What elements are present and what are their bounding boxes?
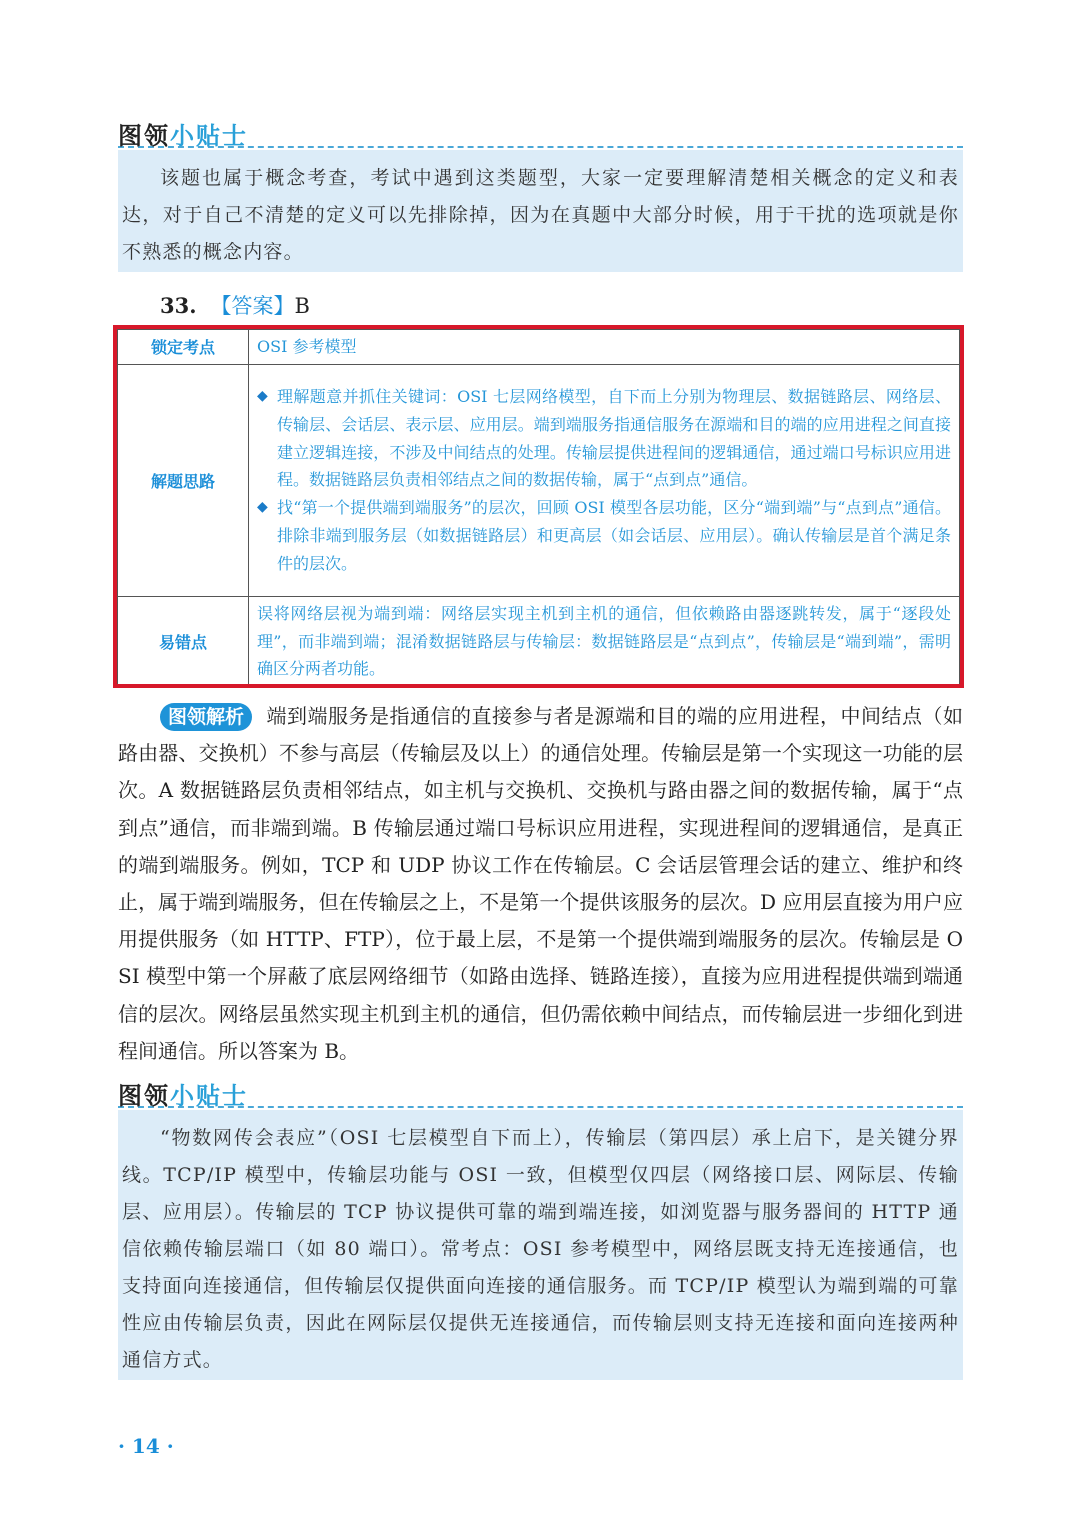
answer-letter: B	[294, 294, 310, 318]
row-label-approach: 解题思路	[118, 364, 249, 596]
question-header	[160, 290, 310, 320]
approach-bullet-text: 理解题意并抓住关键词：OSI 七层网络模型，自下而上分别为物理层、数据链路层、网络层、传输层、会话层、表示层、应用层。端到端服务指通信服务在源端和目的端的应用进程之间直接建立逻辑连接，不涉及中间结点的处理。传输层提供进程间的逻辑通信，通过端口号标识应用进程。数据链路层负责相邻结点之间的数据传输，属于“点到点”通信。	[277, 387, 951, 490]
tip-title-accent: 小贴士	[170, 122, 248, 150]
table-row	[118, 330, 960, 365]
page-number: · 14 ·	[118, 1434, 174, 1458]
tip-heading	[118, 1076, 963, 1108]
diamond-icon: ◆	[257, 388, 268, 404]
tip-title-accent: 小贴士	[170, 1082, 248, 1110]
question-number: 33.	[160, 293, 197, 318]
row-label-key-point: 锁定考点	[118, 330, 249, 365]
tip-heading	[118, 116, 963, 148]
approach-bullet	[257, 383, 951, 494]
row-label-pitfall: 易错点	[118, 596, 249, 686]
analysis-paragraph	[118, 698, 963, 1070]
answer-label: 【答案】	[210, 294, 295, 318]
table-row	[118, 364, 960, 596]
row-value-key-point: OSI 参考模型	[249, 330, 960, 365]
tip-text: 该题也属于概念考查，考试中遇到这类题型，大家一定要理解清楚相关概念的定义和表达，对于自己不清楚的定义可以先排除掉，因为在真题中大部分时候，用于干扰的选项就是你不熟悉的概念内容。	[122, 167, 959, 263]
approach-bullet	[257, 494, 951, 577]
tip-box	[118, 150, 963, 272]
row-value-approach	[249, 364, 960, 596]
table-row	[118, 596, 960, 686]
approach-bullet-text: 找“第一个提供端到端服务”的层次，回顾 OSI 模型各层功能，区分“端到端”与“点到点”通信。排除非端到服务层（如数据链路层）和更高层（如会话层、应用层）。确认传输层是首个满足条件的层次。	[277, 498, 951, 573]
tip-text: “物数网传会表应”（OSI 七层模型自下而上），传输层（第四层）承上启下，是关键分界线。TCP/IP 模型中，传输层功能与 OSI 一致，但模型仅四层（网络接口层、网际层、传输层、应用层）。传输层的 TCP 协议提供可靠的端到端连接，如浏览器与服务器间的 HTTP 通信依赖传输层端口（如 80 端口）。常考点：OSI 参考模型中，网络层既支持无连接通信，也支持面向连接通信，但传输层仅提供面向连接的通信服务。而 TCP/IP 模型认为端到端的可靠性应由传输层负责，因此在网际层仅提供无连接通信，而传输层则支持无连接和面向连接两种通信方式。	[122, 1127, 959, 1371]
row-value-pitfall: 误将网络层视为端到端：网络层实现主机到主机的通信，但依赖路由器逐跳转发，属于“逐段处理”，而非端到端；混淆数据链路层与传输层：数据链路层是“点到点”，传输层是“端到端”，需明确区分两者功能。	[249, 596, 960, 686]
tip-box	[118, 1110, 963, 1380]
analysis-tag: 图领解析	[160, 703, 252, 731]
analysis-text: 端到端服务是指通信的直接参与者是源端和目的端的应用进程，中间结点（如路由器、交换机）不参与高层（传输层及以上）的通信处理。传输层是第一个实现这一功能的层次。A 数据链路层负责相邻结点，如主机与交换机、交换机与路由器之间的数据传输，属于“点到点”通信，而非端到端。B 传输层通过端口号标识应用进程，实现进程间的逻辑通信，是真正的端到端服务。例如，TCP 和 UDP 协议工作在传输层。C 会话层管理会话的建立、维护和终止，属于端到端服务，但在传输层之上，不是第一个提供该服务的层次。D 应用层直接为用户应用提供服务（如 HTTP、FTP），位于最上层，不是第一个提供端到端服务的层次。传输层是 OSI 模型中第一个屏蔽了底层网络细节（如路由选择、链路连接），直接为应用进程提供端到端通信的层次。网络层虽然实现主机到主机的通信，但仍需依赖中间结点，而传输层进一步细化到进程间通信。所以答案为 B。	[118, 704, 963, 1063]
diamond-icon: ◆	[257, 499, 268, 516]
tip-title-main: 图领	[118, 122, 170, 150]
tip-title-main: 图领	[118, 1082, 170, 1110]
answer-table	[113, 325, 964, 688]
